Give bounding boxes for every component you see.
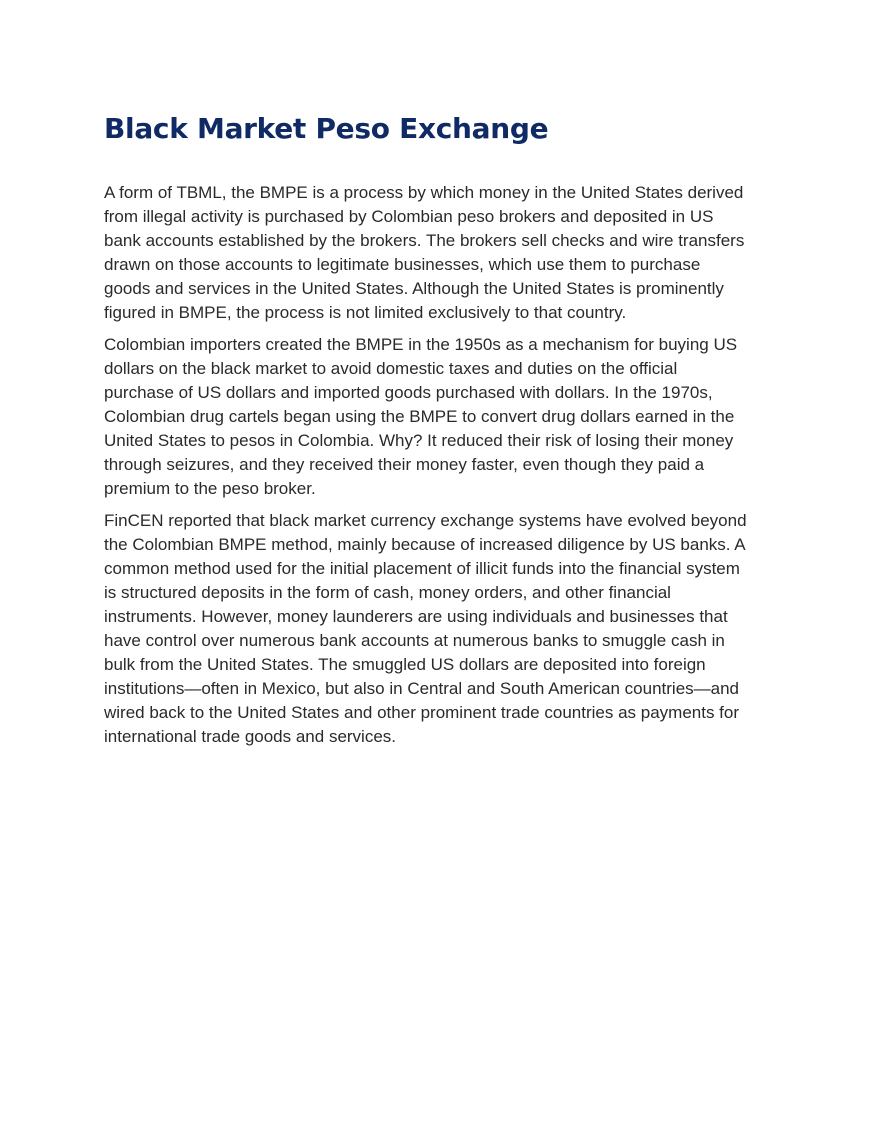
page-title: Black Market Peso Exchange xyxy=(104,112,549,145)
document-page xyxy=(104,110,749,757)
paragraph-bmpe-history: Colombian importers created the BMPE in the 1950s as a mechanism for buying US dollars on the black market to avoid domestic taxes and duties on the official purchase of US dollars and imported goods purchased with dollars. In the 1970s, Colombian drug cartels began using the BMPE to convert drug dollars earned in the United States to pesos in Colombia. Why? It reduced their risk of losing their money through seizures, and they received their money faster, even though they paid a premium to the peso broker. xyxy=(104,335,738,498)
paragraph-tbml-definition: A form of TBML, the BMPE is a process by which money in the United States derived from illegal activity is purchased by Colombian peso brokers and deposited in US bank accounts established by the brokers. The brokers sell checks and wire transfers drawn on those accounts to legitimate businesses, which use them to purchase goods and services in the United States. Although the United States is prominently figured in BMPE, the process is not limited exclusively to that country. xyxy=(104,183,745,322)
paragraph-fincen-report: FinCEN reported that black market currency exchange systems have evolved beyond the Colombian BMPE method, mainly because of increased diligence by US banks. A common method used for the initial placement of illicit funds into the financial system is structured deposits in the form of cash, money orders, and other financial instruments. However, money launderers are using individuals and businesses that have control over numerous bank accounts at numerous banks to smuggle cash in bulk from the United States. The smuggled US dollars are deposited into foreign institutions—often in Mexico, but also in Central and South American countries—and wired back to the United States and other prominent trade countries as payments for international trade goods and services. xyxy=(104,511,747,746)
